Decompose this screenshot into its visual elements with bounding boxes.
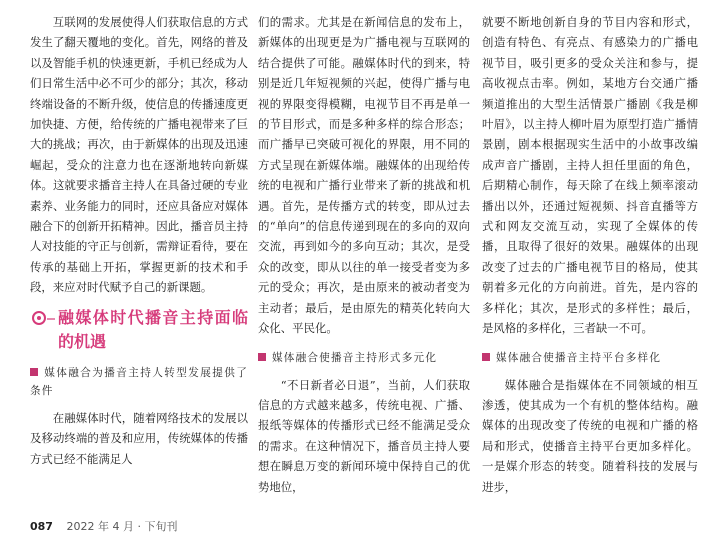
- paragraph: 就要不断地创新自身的节目内容和形式，创造有特色、有亮点、有感染力的广播电视节目，吸引更多的受众关注和参与，提高收视点击率。例如，某地方台交通广播频道推出的大型生活情景广播剧《我是柳叶眉》，以主持人柳叶眉为原型打造广播情景剧，剧本根据现实生活中的小故事改编成声音广播剧，主持人担任里面的角色，后期精心制作，每天除了在线上频率滚动播出以外，还通过短视频、抖音直播等方式和网友交流互动，实现了全媒体的传播，且取得了很好的效果。融媒体的出现改变了过去的广播电视节目的格局，使其朝着多元化的方向前进。首先，是内容的多样化；其次，是形式的多样性；最后，是风格的多样化，三者缺一不可。: [482, 15, 698, 336]
- subheading-text: 媒体融合使播音主持形式多元化: [272, 351, 438, 364]
- paragraph: 们的需求。尤其是在新闻信息的发布上，新媒体的出现更是为广播电视与互联网的结合提供了可能。融媒体时代的到来，特别是近几年短视频的兴起，使得广播与电视的界限变得模糊，电视节目不再是单一的节目形式，而是多种多样的综合形态；而广播早已突破可视化的界限，用不同的方式呈现在新媒体端。融媒体的出现给传统的电视和广播行业带来了新的挑战和机遇。首先，是传播方式的转变，即从过去的“单向”的信息传递到现在的多向的双向交流，再到如今的多向互动；其次，是受众的改变，即从以往的单一接受者变为多元的受众；再次，是由原来的被动者变为主动者；最后，是由原先的精英化转向大众化、平民化。: [258, 15, 470, 336]
- square-bullet-icon: [258, 353, 266, 361]
- paragraph: “不日新者必日退”，当前，人们获取信息的方式越来越多，传统电视、广播、报纸等媒体的传播形式已经不能满足受众的需求。在这种情况下，播音员主持人要想在瞬息万变的新闻环境中保持自己的优势地位，: [258, 377, 470, 494]
- subheading: [258, 349, 470, 367]
- issue-date: 2022 年 4 月 · 下旬刊: [66, 520, 178, 533]
- text-column-3: [482, 12, 698, 497]
- square-bullet-icon: [482, 353, 490, 361]
- text-column-1: [30, 12, 248, 469]
- paragraph: 在融媒体时代，随着网络技术的发展以及移动终端的普及和应用，传统媒体的传播方式已经不能满足人: [30, 410, 248, 466]
- subheading: [482, 349, 698, 367]
- circle-bullet-icon: [32, 311, 46, 325]
- section-heading: [30, 306, 248, 354]
- subheading-text: 媒体融合为播音主持人转型发展提供了条件: [30, 366, 248, 397]
- page-footer: [30, 518, 177, 534]
- section-heading-text: 融媒体时代播音主持面临的机遇: [58, 307, 248, 351]
- subheading-text: 媒体融合使播音主持平台多样化: [496, 351, 662, 364]
- subheading: [30, 364, 248, 400]
- paragraph: 媒体融合是指媒体在不同领域的相互渗透，使其成为一个有机的整体结构。融媒体的出现改变了传统的电视和广播的格局和形式，使播音主持平台更加多样化。一是媒介形态的转变。随着科技的发展与进步，: [482, 377, 698, 494]
- page-number: 087: [30, 520, 53, 533]
- paragraph: 互联网的发展使得人们获取信息的方式发生了翻天覆地的变化。首先，网络的普及以及智能手机的快速更新，手机已经成为人们日常生活中必不可少的部分；其次，移动终端设备的不断升级，使信息的传播速度更加快捷、方便，给传统的广播电视带来了巨大的挑战；再次，由于新媒体的出现及迅速崛起，受众的注意力也在逐渐地转向新媒体。这就要求播音主持人在具备过硬的专业素养、业务能力的同时，还应具备应对媒体融合下的创新开拓精神。因此，播音员主持人对技能的守正与创新，需辩证看待，要在传承的基础上开拓，掌握更新的技术和手段，来应对时代赋予自己的新课题。: [30, 15, 248, 295]
- square-bullet-icon: [30, 368, 38, 376]
- text-column-2: [258, 12, 470, 497]
